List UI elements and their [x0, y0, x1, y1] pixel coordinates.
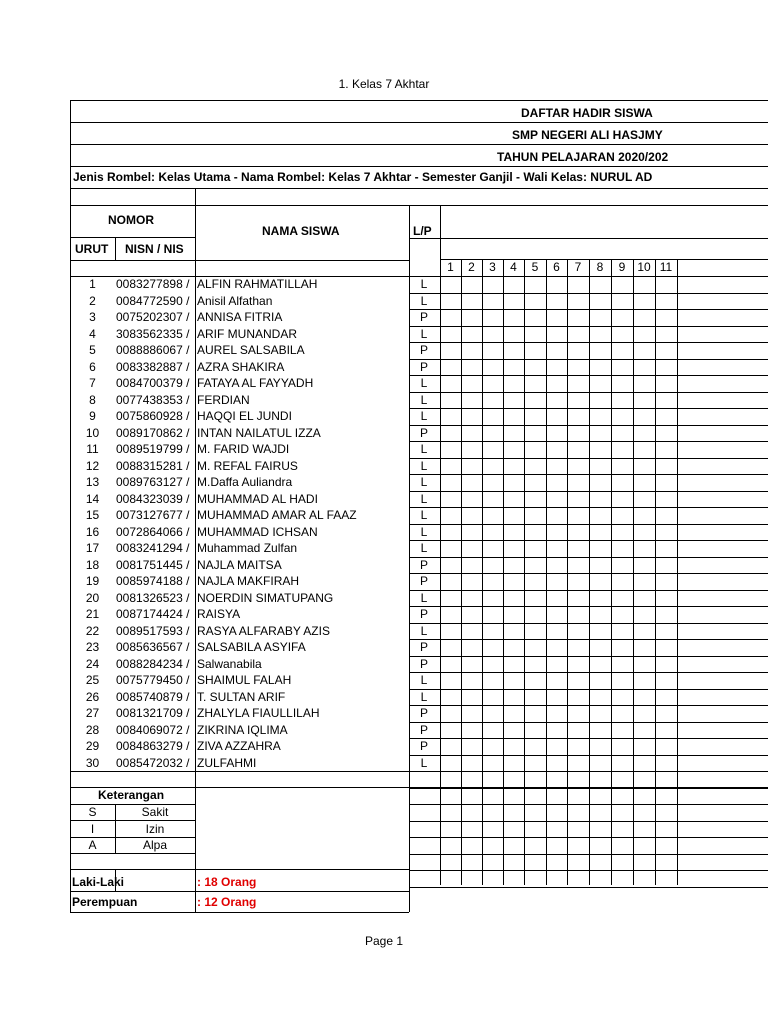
- student-name: RASYA ALFARABY AZIS: [197, 623, 330, 638]
- student-name: ZIKRINA IQLIMA: [197, 722, 288, 737]
- student-name: ZULFAHMI: [197, 755, 257, 770]
- legend-title: Keterangan: [98, 788, 165, 802]
- row-number: 3: [89, 310, 96, 324]
- nisn-cell: 0073127677 /: [116, 508, 190, 522]
- grid-line: [409, 870, 768, 871]
- grid-line: [409, 441, 768, 442]
- grid-line: [409, 540, 768, 541]
- nisn-cell: 0088886067 /: [116, 343, 190, 357]
- gender-cell: L: [420, 475, 428, 489]
- grid-line: [409, 755, 768, 756]
- row-number: 23: [85, 640, 100, 654]
- row-number: 8: [89, 392, 96, 407]
- student-name: ALFIN RAHMATILLAH: [197, 277, 318, 291]
- student-name: M. FARID WAJDI: [197, 442, 290, 456]
- grid-line: [409, 854, 768, 855]
- row-number: 11: [86, 442, 99, 456]
- row-number: 20: [85, 590, 100, 605]
- nisn-cell: 0085740879 /: [116, 689, 190, 704]
- row-number: 14: [85, 491, 100, 506]
- column-nomor: NOMOR: [108, 213, 154, 227]
- gender-cell: L: [420, 376, 428, 390]
- student-name: T. SULTAN ARIF: [197, 689, 286, 704]
- row-number: 28: [85, 722, 100, 737]
- grid-line: [409, 738, 768, 739]
- row-number: 13: [85, 475, 100, 489]
- grid-line: [70, 853, 195, 854]
- nisn-cell: 0083277898 /: [116, 277, 190, 291]
- nisn-cell: 3083562335 /: [116, 326, 190, 341]
- grid-line: [70, 166, 768, 167]
- page-title: 1. Kelas 7 Akhtar: [338, 77, 430, 91]
- grid-line: [677, 259, 678, 885]
- school-name: SMP NEGERI ALI HASJMY: [512, 128, 663, 142]
- student-name: RAISYA: [197, 607, 241, 621]
- grid-line: [409, 474, 768, 475]
- grid-line: [409, 491, 768, 492]
- nisn-cell: 0085974188 /: [116, 574, 190, 588]
- gender-cell: L: [420, 673, 428, 687]
- grid-line: [409, 359, 768, 360]
- nisn-cell: 0084772590 /: [116, 293, 190, 308]
- female-label: Perempuan: [72, 895, 138, 909]
- student-name: Muhammad Zulfan: [197, 541, 298, 555]
- grid-line: [195, 188, 196, 912]
- grid-line: [409, 326, 768, 327]
- grid-line: [70, 260, 409, 261]
- page-footer: Page 1: [364, 934, 404, 948]
- grid-line: [409, 672, 768, 673]
- student-name: HAQQI EL JUNDI: [197, 409, 292, 423]
- grid-line: [409, 342, 768, 343]
- grid-line: [70, 771, 768, 772]
- grid-line: [440, 259, 768, 260]
- student-name: AUREL SALSABILA: [197, 343, 305, 357]
- gender-cell: P: [419, 574, 428, 588]
- row-number: 2: [89, 293, 96, 308]
- grid-line: [409, 408, 768, 409]
- grid-line: [409, 557, 768, 558]
- row-number: 21: [85, 607, 100, 621]
- day-number: 7: [574, 260, 582, 274]
- row-number: 24: [85, 656, 100, 671]
- student-name: NAJLA MAITSA: [197, 557, 282, 572]
- grid-line: [589, 259, 590, 885]
- grid-line: [409, 425, 768, 426]
- day-number: 11: [659, 260, 673, 274]
- grid-line: [70, 144, 768, 145]
- day-number: 10: [637, 260, 651, 274]
- row-number: 1: [89, 277, 96, 291]
- grid-line: [409, 507, 768, 508]
- grid-line: [409, 887, 768, 888]
- male-count: : 18 Orang: [197, 875, 257, 889]
- grid-line: [115, 237, 116, 260]
- grid-line: [70, 820, 195, 821]
- legend-code: I: [90, 821, 95, 836]
- gender-cell: L: [420, 277, 428, 291]
- grid-line: [503, 259, 504, 885]
- student-name: ZHALYLA FIAULLILAH: [197, 706, 320, 720]
- gender-cell: L: [420, 590, 428, 605]
- gender-cell: P: [419, 739, 428, 753]
- grid-line: [611, 259, 612, 885]
- grid-line: [70, 100, 768, 101]
- nisn-cell: 0089170862 /: [116, 425, 190, 440]
- day-number: 2: [468, 260, 475, 274]
- column-nama: NAMA SISWA: [262, 224, 340, 238]
- male-label: Laki-Laki: [72, 875, 125, 889]
- grid-line: [546, 259, 547, 885]
- gender-cell: L: [420, 409, 428, 423]
- nisn-cell: 0075860928 /: [116, 409, 190, 423]
- grid-line: [409, 606, 768, 607]
- student-name: SALSABILA ASYIFA: [197, 640, 306, 654]
- grid-line: [461, 259, 462, 885]
- female-count: : 12 Orang: [197, 895, 257, 909]
- grid-line: [70, 188, 768, 189]
- grid-line: [70, 122, 768, 123]
- gender-cell: L: [420, 326, 428, 341]
- grid-line: [70, 237, 195, 238]
- column-urut: URUT: [75, 242, 109, 256]
- grid-line: [409, 238, 768, 239]
- nisn-cell: 0084700379 /: [116, 376, 190, 390]
- row-number: 17: [85, 541, 100, 555]
- gender-cell: L: [420, 491, 428, 506]
- nisn-cell: 0085472032 /: [116, 755, 190, 770]
- column-lp: L/P: [413, 224, 432, 238]
- grid-line: [633, 259, 634, 885]
- grid-line: [409, 276, 768, 277]
- row-number: 30: [85, 755, 100, 770]
- gender-cell: L: [420, 689, 428, 704]
- grid-line: [409, 821, 768, 822]
- grid-line: [409, 375, 768, 376]
- grid-line: [409, 639, 768, 640]
- gender-cell: P: [419, 425, 428, 440]
- grid-line: [567, 259, 568, 885]
- student-name: NOERDIN SIMATUPANG: [197, 590, 334, 605]
- row-number: 9: [89, 409, 96, 423]
- student-name: MUHAMMAD AL HADI: [197, 491, 318, 506]
- gender-cell: P: [419, 640, 428, 654]
- student-name: Salwanabila: [197, 656, 262, 671]
- student-name: MUHAMMAD ICHSAN: [197, 524, 318, 539]
- gender-cell: P: [419, 722, 428, 737]
- gender-cell: P: [419, 310, 428, 324]
- nisn-cell: 0089519799 /: [116, 442, 190, 456]
- row-number: 26: [85, 689, 100, 704]
- grid-line: [409, 705, 768, 706]
- row-number: 10: [85, 425, 100, 440]
- grid-line: [70, 787, 768, 788]
- gender-cell: L: [420, 508, 428, 522]
- nisn-cell: 0081751445 /: [116, 557, 190, 572]
- gender-cell: P: [419, 706, 428, 720]
- nisn-cell: 0075779450 /: [116, 673, 190, 687]
- nisn-cell: 0083382887 /: [116, 359, 190, 374]
- row-number: 27: [85, 706, 100, 720]
- row-number: 12: [85, 458, 100, 473]
- nisn-cell: 0084323039 /: [116, 491, 190, 506]
- grid-line: [409, 590, 768, 591]
- nisn-cell: 0072864066 /: [116, 524, 190, 539]
- legend-label: Sakit: [141, 805, 169, 819]
- gender-cell: P: [419, 607, 428, 621]
- row-number: 18: [85, 557, 100, 572]
- grid-line: [409, 293, 768, 294]
- day-number: 6: [553, 260, 560, 274]
- grid-line: [409, 623, 768, 624]
- grid-line: [440, 259, 441, 885]
- academic-year: TAHUN PELAJARAN 2020/202: [497, 150, 669, 164]
- gender-cell: L: [420, 442, 428, 456]
- student-name: ZIVA AZZAHRA: [197, 739, 281, 753]
- row-number: 19: [85, 574, 100, 588]
- grid-line: [409, 804, 768, 805]
- class-info: Jenis Rombel: Kelas Utama - Nama Rombel: Kelas 7 Akhtar - Semester Ganjil - Wali Kelas: NURUL AD: [73, 170, 653, 184]
- row-number: 16: [85, 524, 100, 539]
- grid-line: [409, 573, 768, 574]
- legend-label: Izin: [145, 821, 165, 836]
- gender-cell: P: [419, 359, 428, 374]
- nisn-cell: 0085636567 /: [116, 640, 190, 654]
- day-number: 9: [618, 260, 626, 274]
- header-title: DAFTAR HADIR SISWA: [521, 106, 653, 120]
- legend-code: A: [88, 838, 97, 852]
- grid-line: [409, 392, 768, 393]
- grid-line: [70, 100, 71, 912]
- grid-line: [409, 722, 768, 723]
- gender-cell: L: [420, 755, 428, 770]
- student-name: FERDIAN: [197, 392, 250, 407]
- student-name: ANNISA FITRIA: [197, 310, 283, 324]
- day-number: 4: [510, 260, 517, 274]
- row-number: 4: [89, 326, 96, 341]
- student-name: Anisil Alfathan: [197, 293, 273, 308]
- student-name: ARIF MUNANDAR: [197, 326, 298, 341]
- student-name: FATAYA AL FAYYADH: [197, 376, 314, 390]
- grid-line: [409, 656, 768, 657]
- nisn-cell: 0075202307 /: [116, 310, 190, 324]
- row-number: 29: [85, 739, 100, 753]
- nisn-cell: 0089517593 /: [116, 623, 190, 638]
- grid-line: [409, 689, 768, 690]
- grid-line: [409, 309, 768, 310]
- gender-cell: L: [420, 458, 428, 473]
- grid-line: [70, 891, 409, 892]
- row-number: 6: [89, 359, 96, 374]
- nisn-cell: 0084069072 /: [116, 722, 190, 737]
- grid-line: [524, 259, 525, 885]
- gender-cell: L: [420, 392, 428, 407]
- gender-cell: L: [420, 293, 428, 308]
- grid-line: [409, 524, 768, 525]
- nisn-cell: 0088315281 /: [116, 458, 190, 473]
- student-name: INTAN NAILATUL IZZA: [197, 425, 321, 440]
- gender-cell: P: [419, 343, 428, 357]
- grid-line: [655, 259, 656, 885]
- grid-line: [70, 869, 409, 870]
- day-number: 3: [489, 260, 496, 274]
- student-name: AZRA SHAKIRA: [197, 359, 285, 374]
- student-name: M. REFAL FAIRUS: [197, 458, 298, 473]
- gender-cell: L: [420, 524, 428, 539]
- grid-line: [482, 259, 483, 885]
- gender-cell: L: [420, 541, 428, 555]
- legend-label: Alpa: [142, 838, 168, 852]
- gender-cell: P: [419, 557, 428, 572]
- day-number: 1: [447, 260, 454, 274]
- nisn-cell: 0077438353 /: [116, 392, 190, 407]
- grid-line: [409, 458, 768, 459]
- student-name: SHAIMUL FALAH: [197, 673, 292, 687]
- nisn-cell: 0088284234 /: [116, 656, 190, 671]
- column-nisn: NISN / NIS: [125, 242, 184, 256]
- nisn-cell: 0081321709 /: [116, 706, 190, 720]
- day-number: 8: [596, 260, 604, 274]
- grid-line: [409, 205, 410, 912]
- student-name: M.Daffa Auliandra: [197, 475, 293, 489]
- row-number: 22: [85, 623, 100, 638]
- row-number: 15: [85, 508, 100, 522]
- gender-cell: L: [420, 623, 428, 638]
- nisn-cell: 0087174424 /: [116, 607, 190, 621]
- row-number: 5: [89, 343, 96, 357]
- row-number: 25: [85, 673, 100, 687]
- day-number: 5: [531, 260, 539, 274]
- nisn-cell: 0083241294 /: [116, 541, 190, 555]
- grid-line: [70, 912, 409, 913]
- row-number: 7: [89, 376, 96, 390]
- nisn-cell: 0089763127 /: [116, 475, 190, 489]
- legend-code: S: [88, 805, 97, 819]
- grid-line: [70, 205, 768, 206]
- student-name: NAJLA MAKFIRAH: [197, 574, 300, 588]
- nisn-cell: 0081326523 /: [116, 590, 190, 605]
- nisn-cell: 0084863279 /: [116, 739, 190, 753]
- grid-line: [409, 837, 768, 838]
- gender-cell: P: [419, 656, 428, 671]
- student-name: MUHAMMAD AMAR AL FAAZ: [197, 508, 357, 522]
